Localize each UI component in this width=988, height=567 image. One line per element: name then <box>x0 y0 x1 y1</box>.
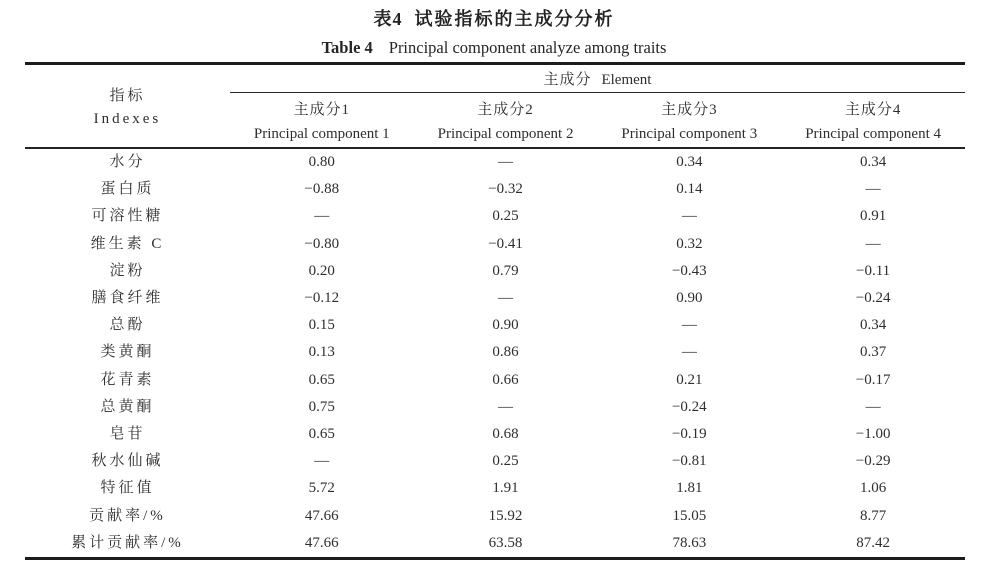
pc4-label-en: Principal component 4 <box>805 125 941 142</box>
cell-value: −0.24 <box>671 398 707 415</box>
cell-value: — <box>681 208 697 225</box>
group-header-en: Element <box>601 72 652 88</box>
cell-value: 47.66 <box>304 507 339 524</box>
cell-value: 15.92 <box>488 507 523 524</box>
cell-value: 0.34 <box>859 154 887 170</box>
cell-value: — <box>314 208 330 225</box>
table-row <box>25 421 965 448</box>
cell-value: −0.24 <box>855 290 891 307</box>
table-row <box>25 203 965 230</box>
cell-value: −0.41 <box>488 235 523 252</box>
table-row <box>25 339 965 366</box>
row-label: 秋水仙碱 <box>91 453 164 470</box>
cell-value: −0.11 <box>856 262 891 279</box>
row-label: 维生素 C <box>90 235 165 252</box>
cell-value: — <box>865 398 881 415</box>
cell-value: 0.90 <box>492 317 519 334</box>
cell-value: — <box>498 290 514 307</box>
table-title-en <box>0 38 988 58</box>
group-header-zh: 主成分 <box>543 72 592 88</box>
table-row <box>25 176 965 203</box>
table-number-en: Table 4 <box>321 38 373 57</box>
cell-value: 63.58 <box>488 534 523 551</box>
cell-value: 0.79 <box>492 262 519 279</box>
table-row <box>25 285 965 312</box>
column-header-pc4 <box>781 93 965 149</box>
row-label: 类黄酮 <box>100 344 155 361</box>
table-body <box>25 148 965 559</box>
table-title-zh <box>0 5 988 31</box>
cell-value: — <box>498 154 514 170</box>
column-header-indexes <box>25 64 230 149</box>
cell-value: 8.77 <box>859 507 887 524</box>
row-label: 膳食纤维 <box>91 290 164 307</box>
cell-value: 0.25 <box>492 453 519 470</box>
cell-value: 78.63 <box>672 534 707 551</box>
table-caption <box>0 5 988 58</box>
cell-value: 0.34 <box>859 317 887 334</box>
pc1-label-zh: 主成分1 <box>293 101 351 118</box>
pc1-label-en: Principal component 1 <box>253 125 390 142</box>
row-label: 花青素 <box>100 371 155 388</box>
cell-value: 15.05 <box>672 507 707 524</box>
table-row <box>25 258 965 285</box>
cell-value: 0.21 <box>676 371 703 388</box>
row-label: 皂苷 <box>109 426 146 443</box>
row-label: 累计贡献率/% <box>71 534 184 551</box>
cell-value: 0.13 <box>308 344 335 361</box>
row-label: 贡献率/% <box>89 507 166 524</box>
cell-value: 47.66 <box>304 534 339 551</box>
cell-value: 0.90 <box>676 290 703 307</box>
cell-value: 0.32 <box>676 235 703 252</box>
cell-value: 0.20 <box>308 262 335 279</box>
pc4-label-zh: 主成分4 <box>844 101 902 118</box>
pc3-label-zh: 主成分3 <box>661 101 718 118</box>
cell-value: −0.88 <box>304 181 340 198</box>
table-row <box>25 231 965 258</box>
row-label: 特征值 <box>100 480 155 497</box>
row-label: 水分 <box>109 154 146 170</box>
column-header-pc1 <box>230 93 414 149</box>
table-row <box>25 367 965 394</box>
cell-value: 87.42 <box>856 534 890 551</box>
cell-value: 0.65 <box>308 371 335 388</box>
cell-value: 1.81 <box>676 480 703 497</box>
cell-value: −0.32 <box>488 181 523 198</box>
cell-value: — <box>681 344 697 361</box>
cell-value: −1.00 <box>855 426 891 443</box>
table-title-zh-text: 试验指标的主成分分析 <box>414 9 615 29</box>
table-row <box>25 475 965 502</box>
table-row <box>25 148 965 176</box>
table-title-en-text: Principal component analyze among traits <box>388 38 667 57</box>
row-label: 蛋白质 <box>100 181 155 198</box>
table-row <box>25 530 965 559</box>
pc2-label-zh: 主成分2 <box>477 101 534 118</box>
cell-value: 0.15 <box>308 317 335 334</box>
table-row <box>25 503 965 530</box>
cell-value: −0.12 <box>304 290 340 307</box>
cell-value: −0.19 <box>671 426 707 443</box>
cell-value: — <box>865 235 881 252</box>
cell-value: 0.14 <box>676 181 703 198</box>
cell-value: −0.17 <box>855 371 891 388</box>
indexes-label-zh: 指标 <box>109 88 146 104</box>
row-label: 淀粉 <box>109 262 146 279</box>
cell-value: 0.66 <box>492 371 519 388</box>
cell-value: 0.75 <box>308 398 335 415</box>
pca-table-container <box>25 62 965 560</box>
indexes-label-en: Indexes <box>93 111 162 127</box>
cell-value: 0.80 <box>308 154 335 170</box>
cell-value: 0.37 <box>859 344 887 361</box>
cell-value: — <box>681 317 697 334</box>
pc3-label-en: Principal component 3 <box>621 125 758 142</box>
row-label: 总酚 <box>109 317 146 334</box>
cell-value: 0.68 <box>492 426 519 443</box>
cell-value: 0.25 <box>492 208 519 225</box>
table-row <box>25 394 965 421</box>
pc2-label-en: Principal component 2 <box>437 125 574 142</box>
row-label: 总黄酮 <box>100 398 155 415</box>
cell-value: −0.80 <box>304 235 340 252</box>
cell-value: 0.86 <box>492 344 519 361</box>
cell-value: 0.34 <box>676 154 703 170</box>
cell-value: — <box>865 181 881 198</box>
cell-value: 1.91 <box>492 480 519 497</box>
cell-value: — <box>314 453 330 470</box>
cell-value: — <box>498 398 514 415</box>
table-row <box>25 448 965 475</box>
column-group-header-element <box>230 64 965 93</box>
cell-value: −0.81 <box>671 453 707 470</box>
table-number-zh: 表4 <box>373 9 403 29</box>
pca-table <box>25 62 965 560</box>
row-label: 可溶性糖 <box>91 208 164 225</box>
cell-value: 0.65 <box>308 426 335 443</box>
cell-value: −0.43 <box>671 262 707 279</box>
cell-value: −0.29 <box>855 453 891 470</box>
table-row <box>25 312 965 339</box>
header-row-group <box>25 64 965 93</box>
cell-value: 1.06 <box>859 480 887 497</box>
column-header-pc3 <box>597 93 781 149</box>
column-header-pc2 <box>414 93 598 149</box>
cell-value: 5.72 <box>308 480 335 497</box>
cell-value: 0.91 <box>859 208 887 225</box>
